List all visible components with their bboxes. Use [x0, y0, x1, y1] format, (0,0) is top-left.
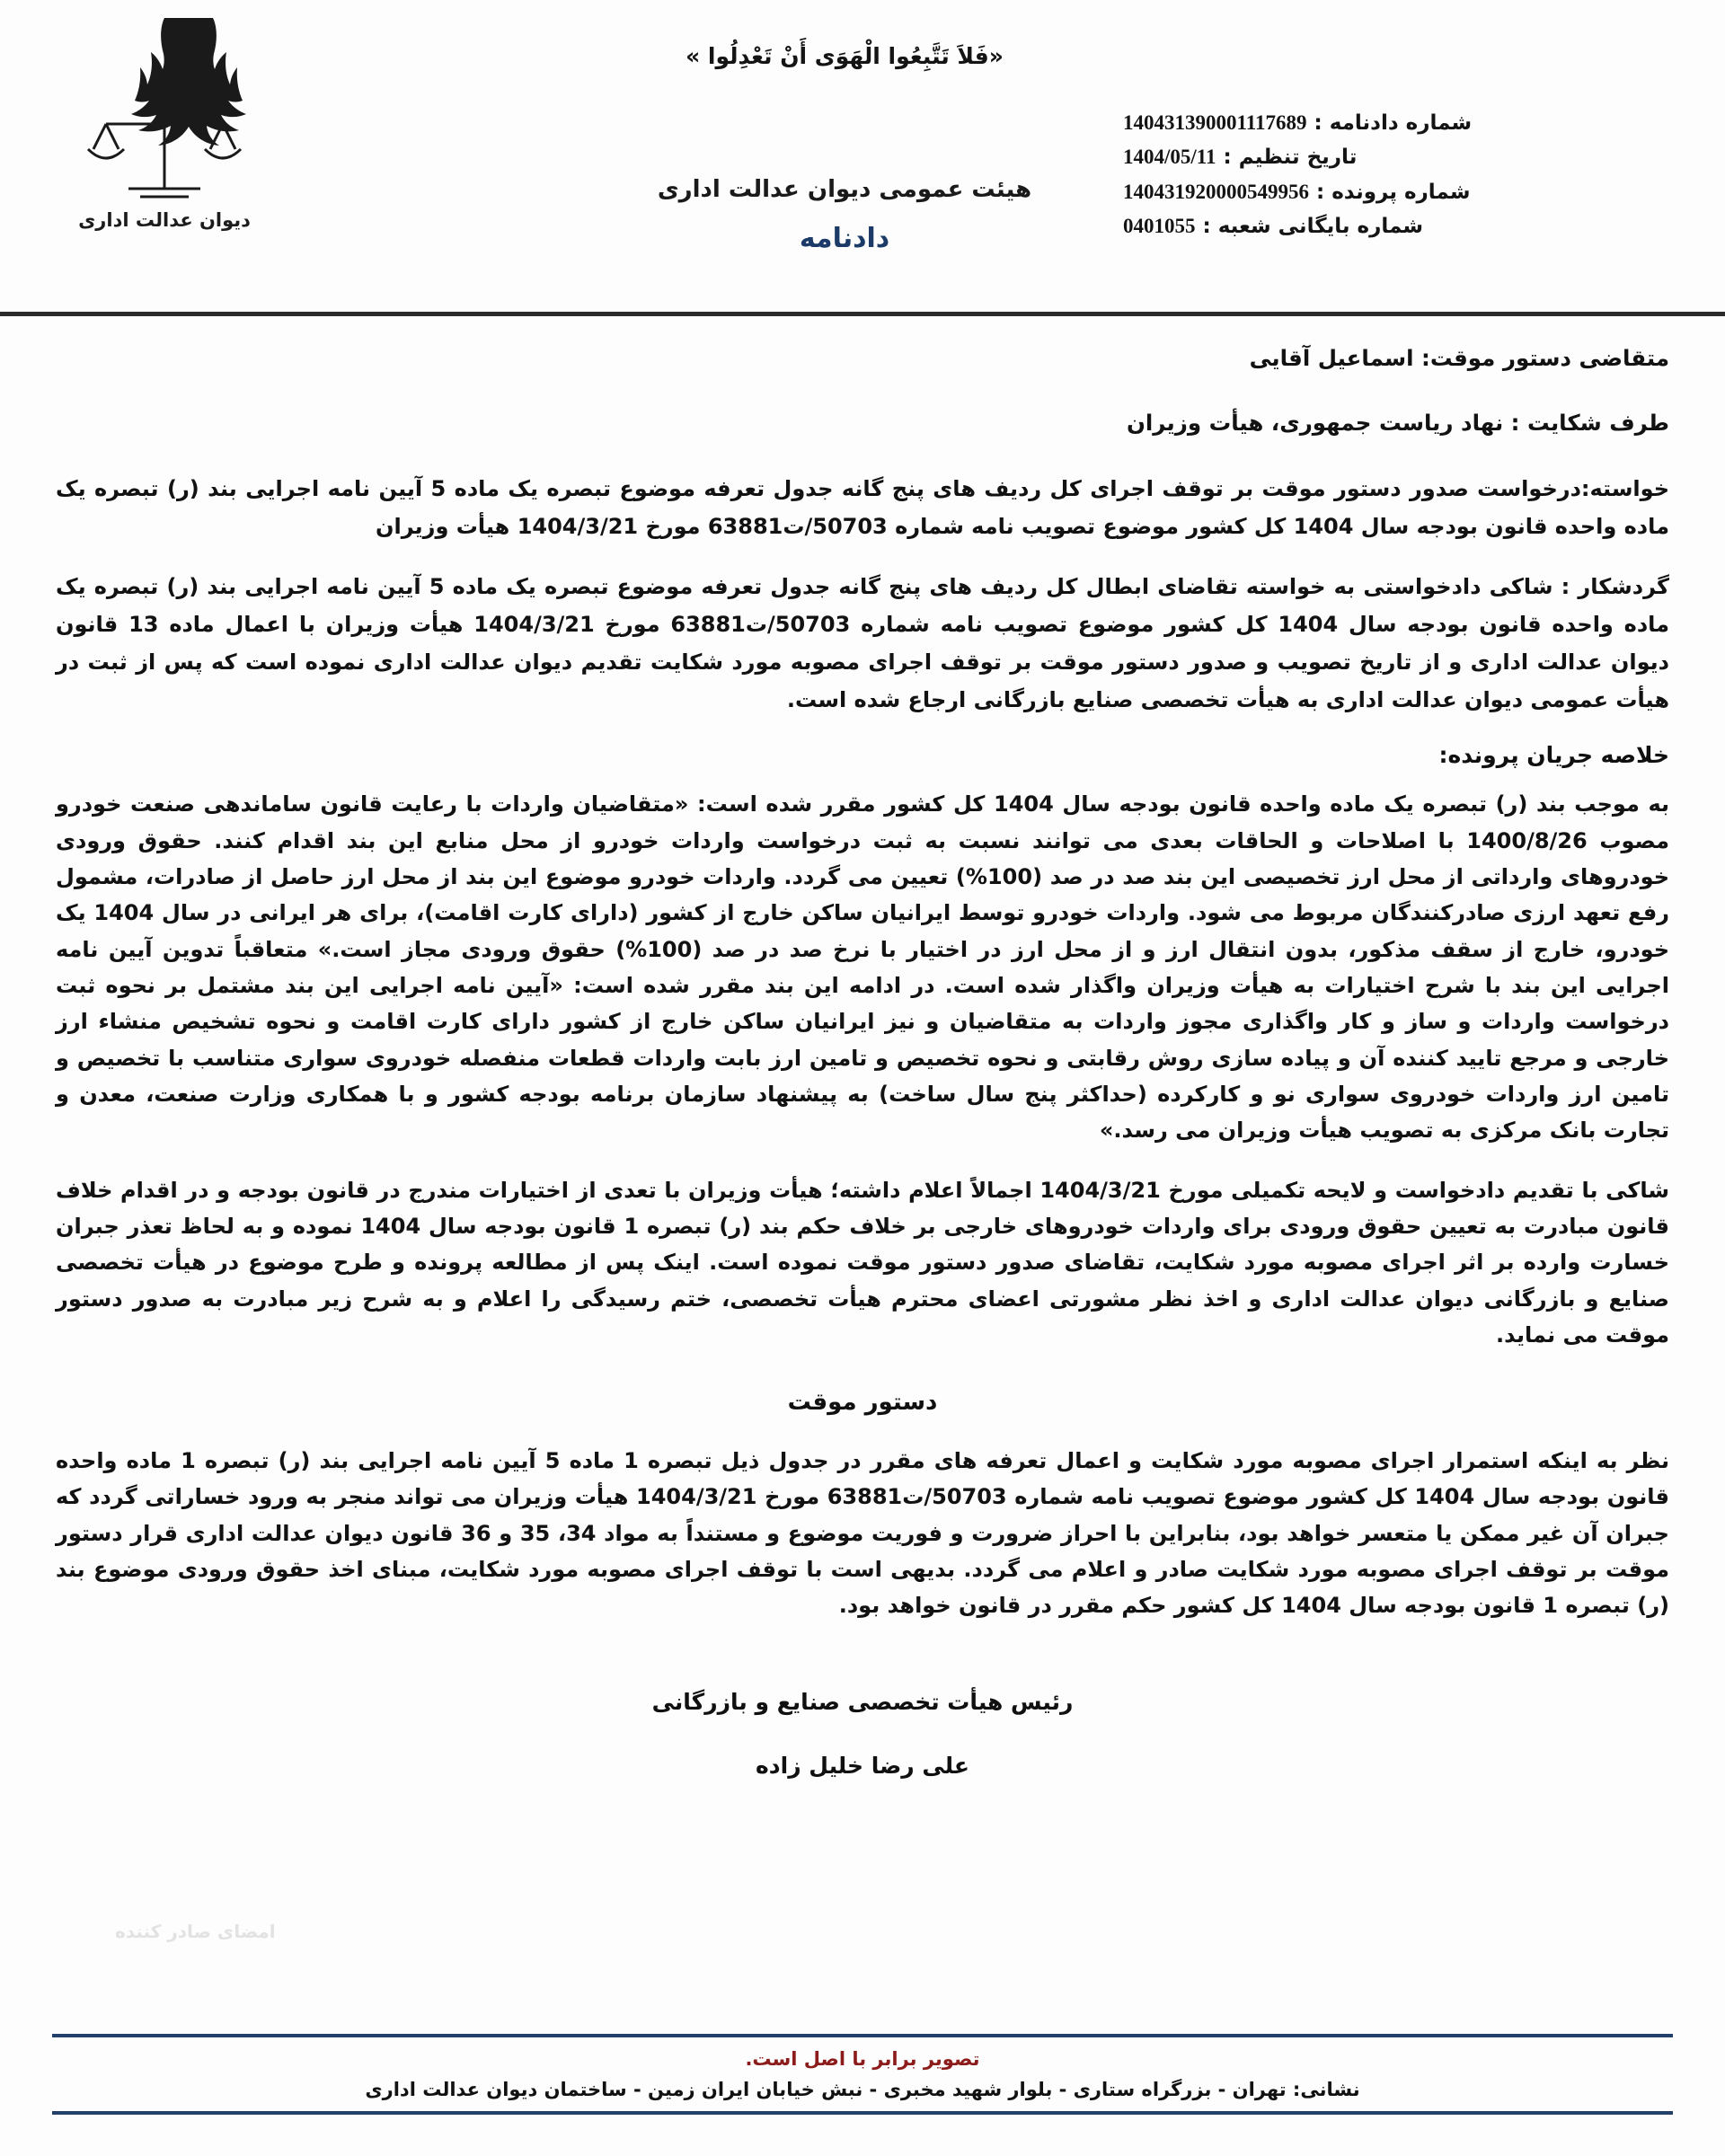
order-paragraph: نظر به اینکه استمرار اجرای مصوبه مورد شکایت و اعمال تعرفه های مقرر در جدول ذیل تبصره 1 ماده 5 آیین نامه اجرایی بند (ر) تبصره 1 ماده واحده قانون بودجه سال 1404 کل کشور موضوع تصویب نامه شماره 50703/ت63881 مورخ 1404/3/21 هیأت وزیران می تواند منجر به ورود خساراتی گردد که جبران آن غیر ممکن یا متعسر خواهد بود، بنابراین با احراز ضرورت و فوریت موضوع و مستنداً به مواد 34، 35 و 36 قانون دیوان عدالت اداری قرار دستور موقت بر توقف اجرای مصوبه مورد شکایت صادر و اعلام می گردد. بدیهی است با توقف اجرای مصوبه مورد شکایت، مبنای اخذ حقوق ورودی موضوع بند (ر) تبصره 1 قانون بودجه سال 1404 کل کشور حکم مقرر در قانون خواهد بود. [56, 1448, 1670, 1619]
meta-row-case-number [1123, 175, 1626, 209]
signature-spacer [56, 1648, 1669, 1689]
meta-label: تاریخ تنظیم : [1223, 146, 1358, 170]
meta-label: شماره دادنامه : [1314, 111, 1473, 135]
signer-name: علی رضا خلیل زاده [756, 1752, 969, 1779]
meta-value: 140431390001117689 [1123, 111, 1307, 134]
footer-divider-top [52, 2034, 1673, 2037]
document-meta [1123, 106, 1626, 243]
order-heading: دستور موقت [787, 1389, 938, 1417]
iran-emblem-scales-icon [79, 13, 250, 206]
emblem-block [43, 13, 286, 231]
document-body [0, 316, 1725, 1779]
document-header [0, 0, 1725, 316]
signature-gap [56, 1715, 1669, 1753]
footer-address: نشانی: تهران - بزرگراه ستاری - بلوار شهید مخبری - نبش خیابان ایران زمین - ساختمان دیوان عدالت اداری [365, 2079, 1360, 2100]
applicant-line: متقاضی دستور موقت: اسماعیل آقایی [1249, 345, 1669, 371]
court-name: هیئت عمومی دیوان عدالت اداری [657, 176, 1032, 203]
summary-paragraph-2: شاکی با تقدیم دادخواست و لایحه تکمیلی مورخ 1404/3/21 اجمالاً اعلام داشته؛ هیأت وزیران با تعدی از اختیارات مندرج در قانون بودجه و در اقدام خلاف قانون مبادرت به تعیین حقوق ورودی برای واردات خودروهای خارجی بر خلاف حکم بند (ر) تبصره 1 قانون بودجه سال 1404 نموده و به لحاظ تعذر جبران خسارت وارده بر اثر اجرای مصوبه مورد شکایت، تقاضای صدور دستور موقت نموده است. اینک پس از مطالعه پرونده و طرح موضوع در هیأت تخصصی صنایع و بازرگانی دیوان عدالت اداری و اخذ نظر مشورتی اعضای محترم هیأت تخصصی، ختم رسیدگی را اعلام و به شرح زیر مبادرت به صدور دستور موقت می نماید. [56, 1177, 1669, 1348]
meta-label: شماره پرونده : [1316, 180, 1471, 204]
meta-value: 1404/05/11 [1123, 146, 1216, 169]
meta-value: 0401055 [1123, 214, 1196, 237]
meta-row-date [1123, 140, 1626, 174]
page-title: دادنامه [799, 223, 890, 254]
meta-value: 140431920000549956 [1123, 180, 1309, 203]
emblem-caption: دیوان عدالت اداری [78, 209, 251, 231]
meta-row-branch-archive-number [1123, 209, 1626, 243]
document-footer [0, 2034, 1725, 2115]
quranic-verse: «فَلاَ تَتَّبِعُوا الْهَوَى أَنْ تَعْدِلُوا » [686, 43, 1004, 69]
meta-label: شماره بایگانی شعبه : [1202, 214, 1423, 238]
signature-watermark: امضای صادر کننده [115, 1921, 276, 1942]
workflow-paragraph: گردشکار : شاکی دادخواستی به خواسته تقاضای ابطال کل ردیف های پنج گانه جدول تعرفه موضوع تبصره یک ماده 5 آیین نامه اجرایی بند (ر) تبصره یک ماده واحده قانون بودجه سال 1404 کل کشور موضوع تصویب نامه شماره 50703/ت63881 مورخ 1404/3/21 هیأت وزیران با اعمال ماده 13 قانون دیوان عدالت اداری و از تاریخ تصویب و صدور دستور موقت بر توقف اجرای مصوبه مورد شکایت تقدیم دیوان عدالت اداری نموده است که پس از ثبت در هیأت عمومی دیوان عدالت اداری به هیأت تخصصی صنایع بازرگانی ارجاع شده است. [56, 574, 1670, 712]
signer-title: رئیس هیأت تخصصی صنایع و بازرگانی [651, 1688, 1074, 1715]
certified-copy-note: تصویر برابر با اصل است. [745, 2048, 980, 2070]
meta-row-verdict-number [1123, 106, 1626, 140]
summary-heading: خلاصه جریان پرونده: [1438, 742, 1669, 769]
respondent-line: طرف شکایت : نهاد ریاست جمهوری، هیأت وزیران [1126, 409, 1669, 436]
summary-paragraph-1: به موجب بند (ر) تبصره یک ماده واحده قانون بودجه سال 1404 کل کشور مقرر شده است: «متقاضیان واردات با رعایت قانون ساماندهی صنعت خودرو مصوب 1400/8/26 با اصلاحات و الحاقات بعدی می توانند نسبت به ثبت درخواست واردات خودرو از محل منابع این بند اقدام کنند. حقوق ورودی خودروهای وارداتی از محل ارز تخصیصی این بند صد در صد (100%) تعیین می گردد. واردات خودرو موضوع این بند از محل ارز حاصل از صادرات، مشمول رفع تعهد ارزی صادرکنندگان مربوط می شود. واردات خودرو توسط ایرانیان ساکن خارج از کشور (دارای کارت اقامت)، برای هر ایرانی در سال 1404 یک خودرو، خارج از سقف مذکور، بدون انتقال ارز و از محل ارز در اختیار با نرخ صد در صد (100%) حقوق ورودی مجاز است.» متعاقباً تدوین آیین نامه اجرایی این بند با شرح اختیارات به هیأت وزیران واگذار شده است. در ادامه این بند مقرر شده است: «آیین نامه اجرایی این بند مشتمل بر نحوه ثبت درخواست واردات و ساز و کار واگذاری مجوز واردات به متقاضیان و نیز ایرانیان ساکن خارج از کشور دارای کارت اقامت و نحوه تشخیص منشاء ارز خارجی و مرجع تایید کننده آن و پیاده سازی روش رقابتی و نحوه تخصیص و تامین ارز بابت واردات قطعات منفصله خودروی سواری متناسب با تخصیص و تامین ارز واردات خودروی سواری نو و کارکرده (حداکثر پنج سال ساخت) به پیشنهاد سازمان برنامه بودجه کشور و با همکاری وزارت صنعت، معدن و تجارت بانک مرکزی به تصویب هیأت وزیران می رسد.» [56, 791, 1670, 1144]
request-paragraph: خواسته:درخواست صدور دستور موقت بر توقف اجرای کل ردیف های پنج گانه جدول تعرفه موضوع تبصره یک ماده 5 آیین نامه اجرایی بند (ر) تبصره یک ماده واحده قانون بودجه سال 1404 کل کشور موضوع تصویب نامه شماره 50703/ت63881 مورخ 1404/3/21 هیأت وزیران [56, 475, 1670, 539]
footer-divider-bottom [52, 2111, 1673, 2115]
